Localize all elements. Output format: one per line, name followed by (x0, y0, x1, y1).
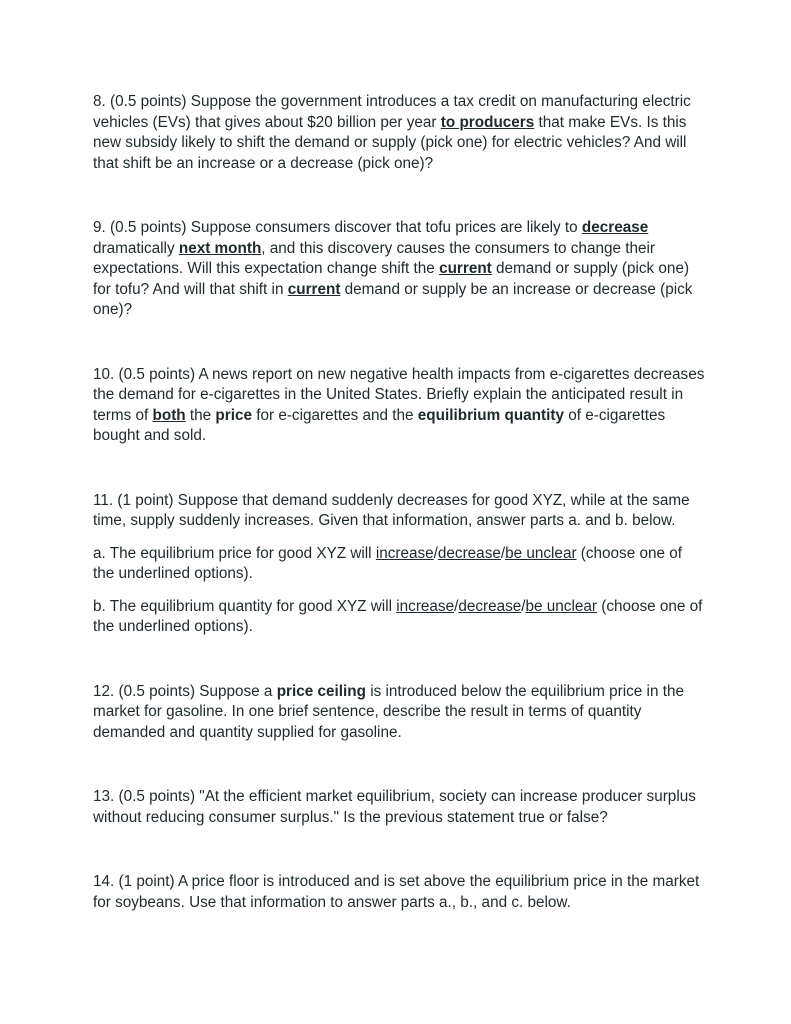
question-8-text-end: that make EVs. Is this new subsidy likely to shift the demand or supply (pick one) for electric vehicles? And will that shift be an increase or a decrease (pick one)? (93, 113, 687, 172)
question-12-emphasis-price-ceiling: price ceiling (276, 682, 366, 700)
part-b-separator: / (521, 597, 526, 615)
part-b-option-be-unclear: be unclear (525, 597, 597, 615)
question-9-emphasis-next-month: next month (178, 239, 262, 257)
question-12-text: 12. (0.5 points) Suppose a (93, 682, 277, 700)
part-a-option-decrease: decrease (437, 544, 501, 562)
question-10-emphasis-price: price (215, 406, 252, 424)
question-10-text: 10. (0.5 points) A news report on new negative health impacts from e-cigarettes decreases the demand for e-cigarettes in the United States. Briefly explain the anticipated result in terms of (93, 365, 705, 424)
question-12-text-end: is introduced below the equilibrium price in the market for gasoline. In one brief sentence, describe the result in terms of quantity demanded and quantity supplied for gasoline. (93, 682, 684, 741)
question-8-emphasis-to-producers: to producers (440, 113, 535, 131)
question-9-text-end: demand or supply be an increase or decrease (pick one)? (93, 280, 693, 318)
question-9-emphasis-current-1: current (439, 260, 492, 277)
part-b-option-decrease: decrease (458, 597, 522, 615)
question-14-text: 14. (1 point) A price floor is introduced and is set above the equilibrium price in the market for soybeans. Use that information to answer parts a., b., and c. below. (93, 873, 700, 911)
document-page (93, 92, 705, 913)
part-a-option-increase: increase (375, 544, 434, 562)
part-b-separator: / (454, 597, 459, 615)
question-12 (93, 682, 705, 744)
question-11-part-a (93, 544, 705, 585)
question-11-part-b (93, 597, 705, 638)
question-9 (93, 218, 705, 321)
question-13 (93, 787, 705, 828)
question-11-text: 11. (1 point) Suppose that demand suddenly decreases for good XYZ, while at the same time, supply suddenly increases. Given that information, answer parts a. and b. below. (93, 491, 690, 529)
question-9-text: 9. (0.5 points) Suppose consumers discover that tofu prices are likely to (93, 219, 582, 236)
question-9-emphasis-current-2: current (287, 280, 341, 298)
part-a-separator: / (433, 544, 438, 562)
part-a-text-end: (choose one of the underlined options). (93, 544, 682, 582)
part-a-separator: / (500, 544, 506, 562)
question-9-emphasis-decrease: decrease (581, 219, 649, 236)
question-9-text-2: dramatically (93, 239, 179, 257)
question-8-text: 8. (0.5 points) Suppose the government introduces a tax credit on manufacturing electric vehicles (EVs) that gives about $20 billion per year (93, 93, 691, 131)
question-9-text-3: , and this discovery causes the consumers to change their expectations. Will this expectation change shift the (93, 239, 655, 277)
question-8 (93, 92, 705, 174)
question-14 (93, 872, 705, 913)
part-b-option-increase: increase (396, 597, 455, 615)
question-10-text-2: the (185, 406, 216, 424)
part-b-text-end: (choose one of the underlined options). (93, 597, 703, 635)
question-10-emphasis-equilibrium-quantity: equilibrium quantity (417, 406, 564, 424)
question-9-text-4: demand or supply (pick one) for tofu? And will that shift in (93, 260, 690, 298)
question-10-text-end: of e-cigarettes bought and sold. (93, 406, 666, 444)
question-11 (93, 491, 705, 532)
question-10 (93, 365, 705, 447)
part-a-text: a. The equilibrium price for good XYZ will (93, 544, 376, 562)
part-a-option-be-unclear: be unclear (505, 544, 577, 562)
question-10-emphasis-both: both (152, 406, 186, 424)
question-13-text: 13. (0.5 points) "At the efficient market equilibrium, society can increase producer surplus without reducing consumer surplus." Is the previous statement true or false? (93, 788, 696, 826)
question-10-text-3: for e-cigarettes and the (251, 406, 418, 424)
part-b-text: b. The equilibrium quantity for good XYZ will (93, 597, 397, 615)
